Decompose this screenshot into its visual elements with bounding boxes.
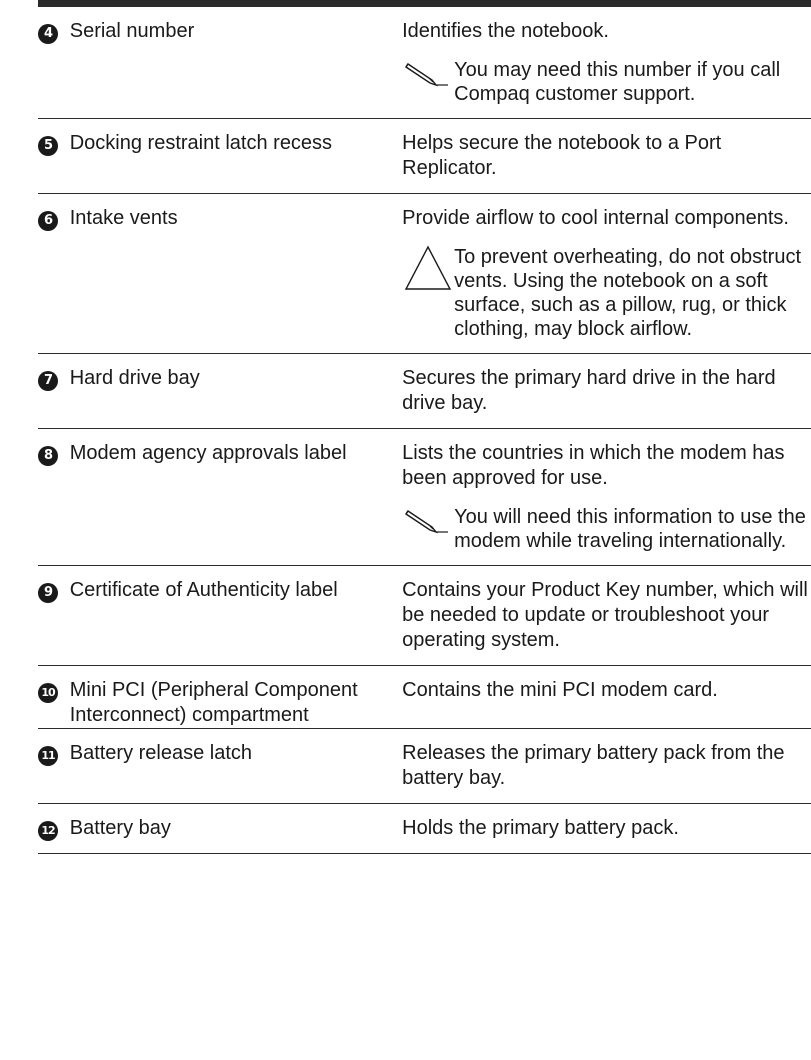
callout-number-badge: 7: [38, 371, 58, 391]
component-description: Contains your Product Key number, which will be needed to update or troubleshoot your operating system.: [402, 566, 811, 666]
component-name: Mini PCI (Peripheral Component Interconnect) compartment: [70, 666, 402, 729]
note-text: You may need this number if you call Compaq customer support.: [454, 59, 781, 105]
table-row: [38, 194, 811, 354]
caution-text: To prevent overheating, do not obstruct vents. Using the notebook on a soft surface, such as a pillow, rug, or thick clothing, may block airflow.: [454, 246, 802, 340]
component-name: Intake vents: [70, 194, 402, 354]
component-name: Battery bay: [70, 804, 402, 854]
components-table-body: [38, 7, 811, 854]
callout-number-badge: 12: [38, 821, 58, 841]
components-table: [38, 7, 811, 854]
component-description: Contains the mini PCI modem card.: [402, 666, 811, 729]
component-description: Lists the countries in which the modem has been approved for use.: [402, 442, 785, 489]
table-row: [38, 7, 811, 119]
callout-number-badge: 8: [38, 446, 58, 466]
component-description: Holds the primary battery pack.: [402, 804, 811, 854]
callout-number-badge: 9: [38, 583, 58, 603]
component-name: Serial number: [70, 7, 402, 119]
component-description: Releases the primary battery pack from the battery bay.: [402, 729, 811, 804]
component-name: Modem agency approvals label: [70, 429, 402, 566]
pencil-note-icon: [402, 58, 454, 90]
note-text: You will need this information to use the modem while traveling internationally.: [454, 506, 806, 552]
callout-number-badge: 5: [38, 136, 58, 156]
component-description: Helps secure the notebook to a Port Replicator.: [402, 119, 811, 194]
table-row: [38, 666, 811, 729]
table-row: [38, 729, 811, 804]
callout-number-badge: 11: [38, 746, 58, 766]
table-row: [38, 119, 811, 194]
table-row: [38, 354, 811, 429]
note-block: [402, 58, 811, 106]
component-name: Hard drive bay: [70, 354, 402, 429]
component-description: Provide airflow to cool internal components.: [402, 207, 789, 229]
caution-block: [402, 245, 811, 341]
pencil-note-icon: [402, 505, 454, 537]
component-name: Docking restraint latch recess: [70, 119, 402, 194]
table-top-rule: [38, 0, 811, 7]
component-description: Identifies the notebook.: [402, 20, 609, 42]
table-row: [38, 566, 811, 666]
table-row: [38, 804, 811, 854]
component-name: Certificate of Authenticity label: [70, 566, 402, 666]
component-description: Secures the primary hard drive in the hard drive bay.: [402, 354, 811, 429]
note-block: [402, 505, 811, 553]
table-row: [38, 429, 811, 566]
callout-number-badge: 4: [38, 24, 58, 44]
callout-number-badge: 6: [38, 211, 58, 231]
callout-number-badge: 10: [38, 683, 58, 703]
component-name: Battery release latch: [70, 729, 402, 804]
caution-triangle-icon: [402, 245, 454, 291]
